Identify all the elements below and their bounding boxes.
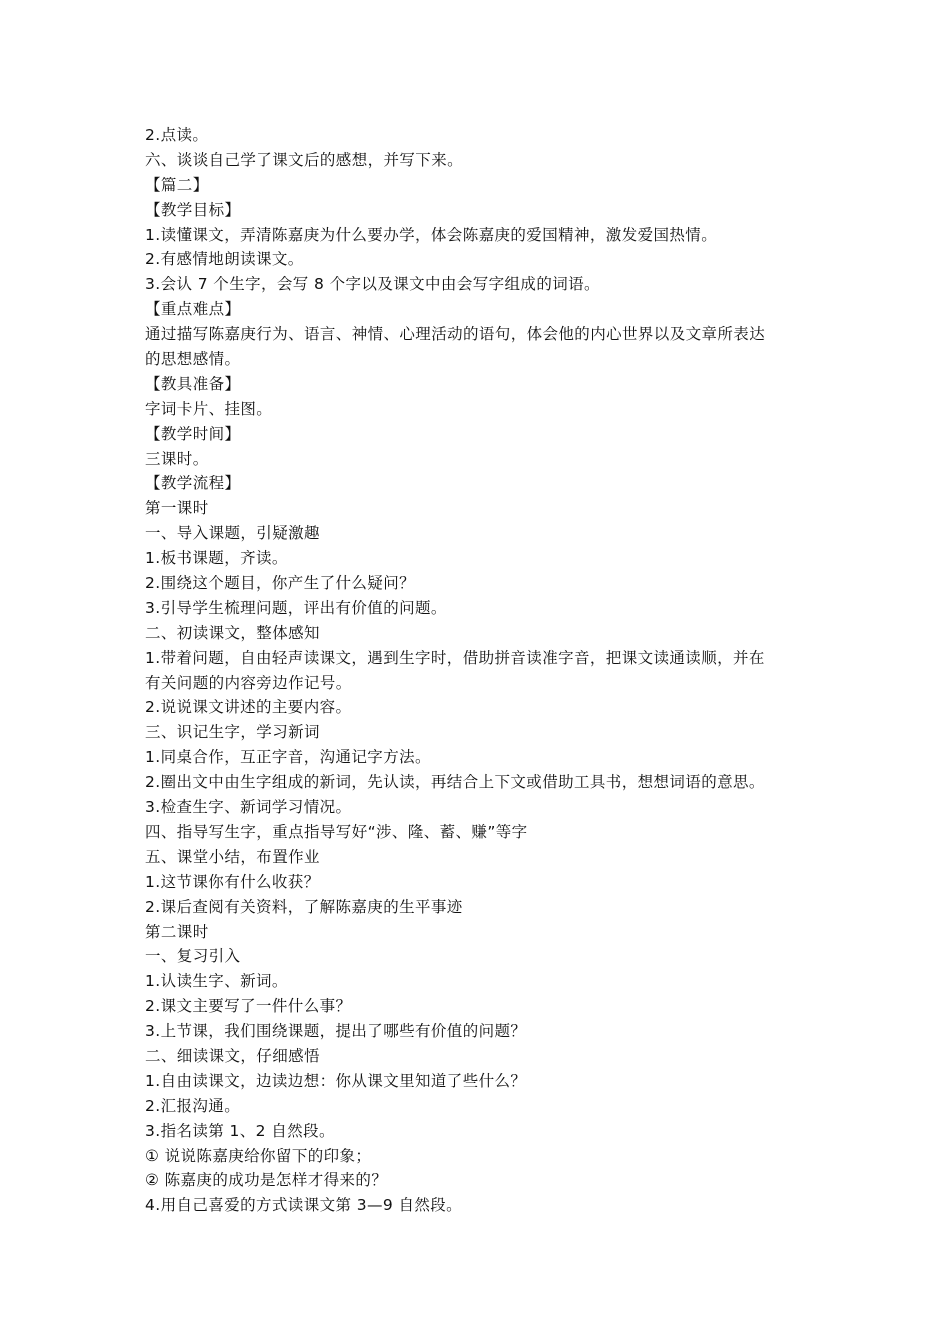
text-line: 2.有感情地朗读课文。 xyxy=(145,250,304,269)
text-line: 1.板书课题，齐读。 xyxy=(145,549,288,568)
text-line: 3.上节课，我们围绕课题，提出了哪些有价值的问题？ xyxy=(145,1022,527,1041)
text-line: 二、初读课文，整体感知 xyxy=(145,623,320,642)
text-line: 1.认读生字、新词。 xyxy=(145,972,288,991)
text-line: 3.指名读第 1、2 自然段。 xyxy=(145,1121,335,1140)
text-line: 1.带着问题，自由轻声读课文，遇到生字时，借助拼音读准字音，把课文读通读顺，并在 xyxy=(145,648,765,667)
text-line: 一、导入课题，引疑激趣 xyxy=(145,524,320,543)
text-line: 3.会认 7 个生字，会写 8 个字以及课文中由会写字组成的词语。 xyxy=(145,275,600,294)
text-line: 三课时。 xyxy=(145,449,209,468)
text-line: 字词卡片、挂图。 xyxy=(145,399,273,418)
text-line: 有关问题的内容旁边作记号。 xyxy=(145,673,352,692)
text-line: 2.说说课文讲述的主要内容。 xyxy=(145,698,352,717)
text-line: 二、细读课文，仔细感悟 xyxy=(145,1046,320,1065)
text-line: 【教学流程】 xyxy=(145,474,241,493)
text-line: 【教学目标】 xyxy=(145,200,241,219)
text-line: ② 陈嘉庚的成功是怎样才得来的？ xyxy=(145,1171,388,1190)
text-line: 第一课时 xyxy=(145,499,209,518)
text-line: 五、课堂小结，布置作业 xyxy=(145,847,320,866)
text-line: 3.检查生字、新词学习情况。 xyxy=(145,798,352,817)
text-line: 【篇二】 xyxy=(145,175,209,194)
text-line: 2.课文主要写了一件什么事？ xyxy=(145,997,352,1016)
text-line: 1.同桌合作，互正字音，沟通记字方法。 xyxy=(145,748,431,767)
document-body xyxy=(145,123,810,1218)
text-line: 1.自由读课文，边读边想：你从课文里知道了些什么？ xyxy=(145,1071,527,1090)
text-line: ① 说说陈嘉庚给你留下的印象； xyxy=(145,1146,372,1165)
text-line: 【教学时间】 xyxy=(145,424,241,443)
text-line: 第二课时 xyxy=(145,922,209,941)
text-line: 3.引导学生梳理问题，评出有价值的问题。 xyxy=(145,598,447,617)
text-line: 【重点难点】 xyxy=(145,300,241,319)
text-line: 2.圈出文中由生字组成的新词，先认读，再结合上下文或借助工具书，想想词语的意思。 xyxy=(145,773,765,792)
text-line: 1.这节课你有什么收获？ xyxy=(145,872,320,891)
text-line: 一、复习引入 xyxy=(145,947,241,966)
text-line: 【教具准备】 xyxy=(145,374,241,393)
text-line: 的思想感情。 xyxy=(145,350,241,369)
text-line: 4.用自己喜爱的方式读课文第 3—9 自然段。 xyxy=(145,1196,463,1215)
text-line: 2.课后查阅有关资料，了解陈嘉庚的生平事迹 xyxy=(145,897,463,916)
text-line: 三、识记生字，学习新词 xyxy=(145,723,320,742)
text-line: 通过描写陈嘉庚行为、语言、神情、心理活动的语句，体会他的内心世界以及文章所表达 xyxy=(145,325,766,344)
text-line: 四、指导写生字，重点指导写好“涉、隆、蓄、赚”等字 xyxy=(145,822,528,841)
text-line: 2.围绕这个题目，你产生了什么疑问？ xyxy=(145,574,415,593)
text-line: 1.读懂课文，弄清陈嘉庚为什么要办学，体会陈嘉庚的爱国精神，激发爱国热情。 xyxy=(145,225,718,244)
text-line: 2.点读。 xyxy=(145,126,209,144)
text-line: 六、谈谈自己学了课文后的感想，并写下来。 xyxy=(145,150,464,169)
text-line: 2.汇报沟通。 xyxy=(145,1096,241,1115)
